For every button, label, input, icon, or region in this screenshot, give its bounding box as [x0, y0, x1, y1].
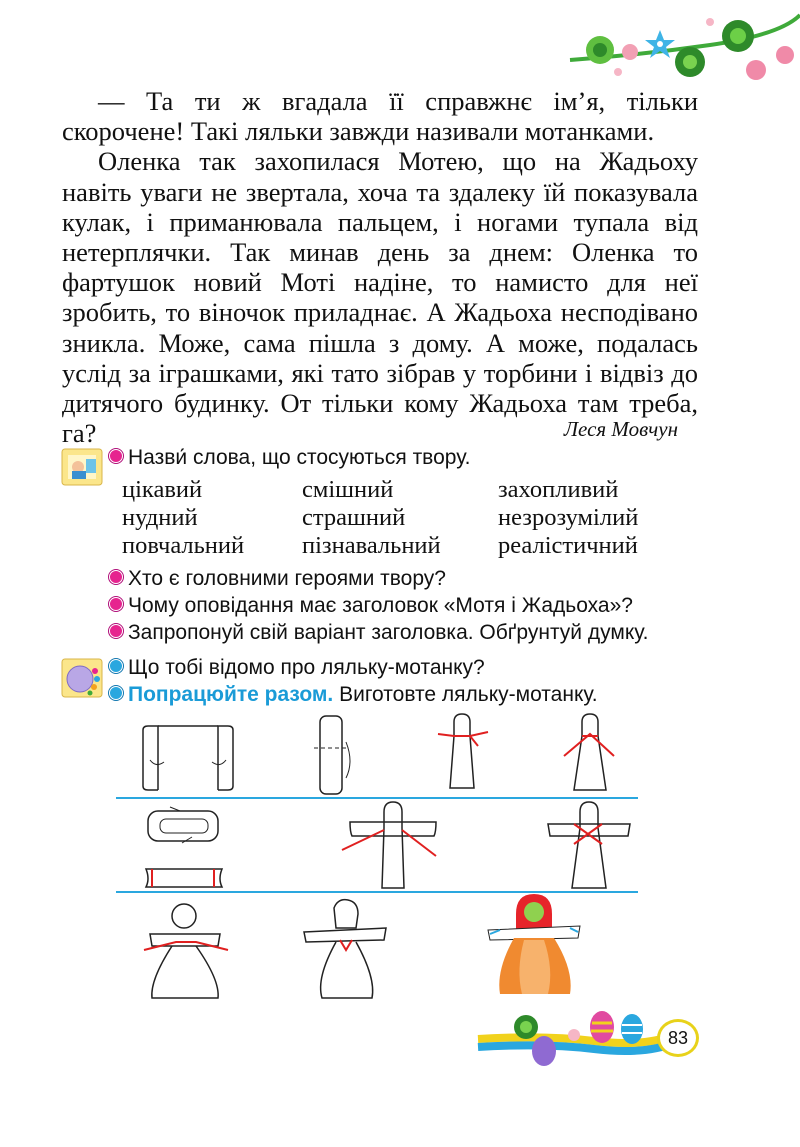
floral-decoration-top: [560, 0, 800, 100]
page-number: 83: [657, 1019, 699, 1057]
word-option: незрозумілий: [498, 504, 639, 531]
word-option: нудний: [122, 504, 198, 531]
word-option: повчальний: [122, 532, 245, 559]
story-paragraph: Оленка так захопилася Мотею, що на Жадьоху навіть уваги не звертала, хоча та здалеку їй показувала кулак, і приманювала пальцем, і ногами тупала від нетерплячки. Так минав день за днем: Оленка то фартушок новий Моті надіне, то намисто для неї зробить, то віночок приладнає. А Жадьоха несподівано зникла. Може, сама пішла з дому. А може, подалась услід за іграшками, які тато зібрав у торбини і відвіз до дитячого будинку. От тільки кому Жадьоха там треба, га?: [62, 146, 698, 449]
bullet-icon: [109, 686, 123, 700]
bullet-icon: [109, 449, 123, 463]
story-author: Леся Мовчун: [563, 417, 678, 441]
word-option: реалістичний: [498, 532, 638, 559]
task-palette-icon: [60, 657, 106, 701]
motanka-step-dress: [136, 900, 236, 1000]
motanka-step-fold-cloth: [138, 716, 238, 792]
task-name-words: Назви́ слова, що стосуються твору.: [109, 445, 470, 471]
task-book-icon: [60, 447, 106, 489]
bullet-icon: [109, 570, 123, 584]
section-divider: [116, 797, 638, 799]
question-main-characters: Хто є головними героями твору?: [109, 566, 446, 592]
bullet-icon: [109, 597, 123, 611]
motanka-step-wrap-body: [544, 800, 634, 892]
word-option: пізнавальний: [302, 532, 441, 559]
bullet-icon: [109, 624, 123, 638]
motanka-finished-doll: [486, 890, 582, 998]
word-option: смішний: [302, 476, 394, 503]
motanka-step-tie-cross: [552, 712, 632, 794]
question-title-reason: Чому оповідання має заголовок «Мотя і Жадьоха»?: [109, 593, 633, 619]
motanka-step-tie-head: [430, 712, 500, 792]
story-paragraph: — Та ти ж вгадала її справжнє ім’я, тільки скорочене! Такі ляльки завжди називали мотанками.: [62, 86, 698, 147]
question-motanka: Що тобі відомо про ляльку-мотанку?: [109, 655, 485, 681]
word-option: цікавий: [122, 476, 203, 503]
task-make-motanka: Попрацюйте разом. Виготовте ляльку-мотанку.: [109, 682, 598, 708]
motanka-step-arms: [140, 803, 230, 889]
story-text: [62, 86, 698, 448]
motanka-step-apron: [298, 898, 394, 1000]
bullet-icon: [109, 659, 123, 673]
motanka-step-roll: [308, 712, 358, 798]
question-own-title: Запропонуй свій варіант заголовка. Обґрунтуй думку.: [109, 620, 648, 646]
motanka-step-attach-arms: [338, 800, 448, 892]
word-option: страшний: [302, 504, 406, 531]
word-option: захопливий: [498, 476, 619, 503]
